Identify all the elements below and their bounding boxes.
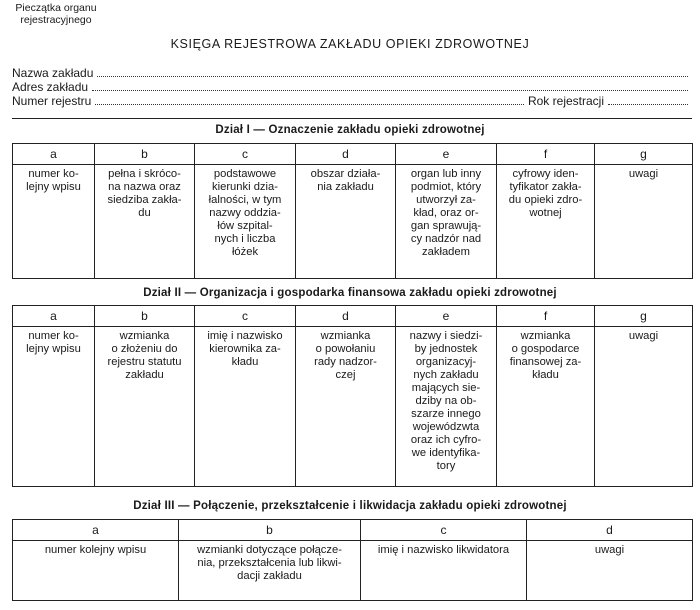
column-description (13, 541, 179, 601)
page-title: KSIĘGA REJESTROWA ZAKŁADU OPIEKI ZDROWOTNEJ (170, 37, 530, 51)
column-description (595, 165, 693, 279)
name-field-line (12, 67, 692, 80)
section-1-table (12, 143, 693, 279)
cell-text: podstawowe kierunki dzia- łalności, w tym nazwy oddzia- łów szpital- nych i liczba łóżek (208, 168, 282, 258)
column-letter: d (527, 520, 693, 541)
section-2-description-row (13, 327, 693, 487)
column-letter: c (361, 520, 527, 541)
stamp-label: Pieczątka organu rejestracyjnego (15, 2, 97, 26)
address-field-blank[interactable] (92, 81, 688, 91)
column-description (13, 327, 95, 487)
cell-text: nazwy i siedzi- by jednostek organizacyj- nych zakładu mających sie- dziby na ob- szarze innego wojewódzwta oraz ich cyfro- we identyfika- tory (409, 330, 483, 472)
column-letter: g (595, 144, 693, 165)
column-letter: b (95, 306, 195, 327)
column-description (13, 165, 95, 279)
column-letter: c (195, 306, 296, 327)
column-description (361, 541, 527, 601)
column-description (497, 327, 595, 487)
cell-text: cyfrowy iden- tyfikator zakła- du opieki zdro- wotnej (508, 168, 583, 219)
section-2-title: Dział II — Organizacja i gospodarka finansowa zakładu opieki zdrowotnej (143, 287, 557, 299)
column-letter: a (13, 520, 179, 541)
name-field-blank[interactable] (97, 67, 688, 77)
cell-text: wzmianka o gospodarce finansowej za- kładu (509, 330, 582, 381)
cell-text: uwagi (594, 544, 625, 556)
name-field-label: Nazwa zakładu (12, 66, 94, 80)
section-3-header-row (13, 520, 693, 541)
column-description (296, 327, 396, 487)
column-description (396, 327, 497, 487)
section-3-description-row (13, 541, 693, 601)
column-letter: f (497, 306, 595, 327)
section-3-table (12, 519, 693, 601)
column-description (396, 165, 497, 279)
column-description (527, 541, 693, 601)
cell-text: uwagi (628, 168, 659, 180)
column-letter: f (497, 144, 595, 165)
column-description (95, 165, 195, 279)
section-1-header-row (13, 144, 693, 165)
column-description (296, 165, 396, 279)
column-letter: c (195, 144, 296, 165)
register-number-blank[interactable] (95, 95, 524, 105)
column-letter: d (296, 144, 396, 165)
registration-year-blank[interactable] (608, 95, 688, 105)
cell-text: numer ko- lejny wpisu (26, 330, 81, 355)
column-description (195, 327, 296, 487)
column-description (595, 327, 693, 487)
column-description (195, 165, 296, 279)
cell-text: numer kolejny wpisu (44, 544, 147, 556)
cell-text: organ lub inny podmiot, który utworzył za- kład, oraz or- gan sprawują- cy nadzór nad zakładem (410, 168, 482, 258)
column-description (95, 327, 195, 487)
section-1-title: Dział I — Oznaczenie zakładu opieki zdrowotnej (215, 124, 485, 136)
column-letter: b (95, 144, 195, 165)
section-3-title: Dział III — Połączenie, przekształcenie i likwidacja zakładu opieki zdrowotnej (133, 500, 567, 512)
column-description (179, 541, 361, 601)
section-1-description-row (13, 165, 693, 279)
column-letter: a (13, 306, 95, 327)
cell-text: obszar działa- nia zakładu (310, 168, 381, 193)
cell-text: wzmianki dotyczące połącze- nia, przekształcenia lub likwi- dacji zakładu (197, 544, 342, 582)
register-number-label: Numer rejestru (12, 94, 92, 108)
cell-text: imię i nazwisko likwidatora (377, 544, 510, 556)
column-letter: b (179, 520, 361, 541)
cell-text: pełna i skróco- na nazwa oraz siedziba zakła- du (107, 168, 182, 219)
section-2-header-row (13, 306, 693, 327)
column-description (497, 165, 595, 279)
cell-text: uwagi (628, 330, 659, 342)
cell-text: imię i nazwisko kierownika za- kładu (207, 330, 283, 368)
cell-text: numer ko- lejny wpisu (26, 168, 81, 193)
register-field-line (12, 95, 692, 108)
header-divider (12, 118, 692, 119)
column-letter: g (595, 306, 693, 327)
address-field-line (12, 81, 692, 94)
cell-text: wzmianka o złożeniu do rejestru statutu zakładu (107, 330, 182, 381)
column-letter: a (13, 144, 95, 165)
registration-year-label: Rok rejestracji (527, 94, 604, 108)
column-letter: e (396, 144, 497, 165)
column-letter: d (296, 306, 396, 327)
cell-text: wzmianka o powołaniu rady nadzor- czej (314, 330, 377, 381)
section-2-table (12, 305, 693, 487)
address-field-label: Adres zakładu (12, 80, 89, 94)
column-letter: e (396, 306, 497, 327)
